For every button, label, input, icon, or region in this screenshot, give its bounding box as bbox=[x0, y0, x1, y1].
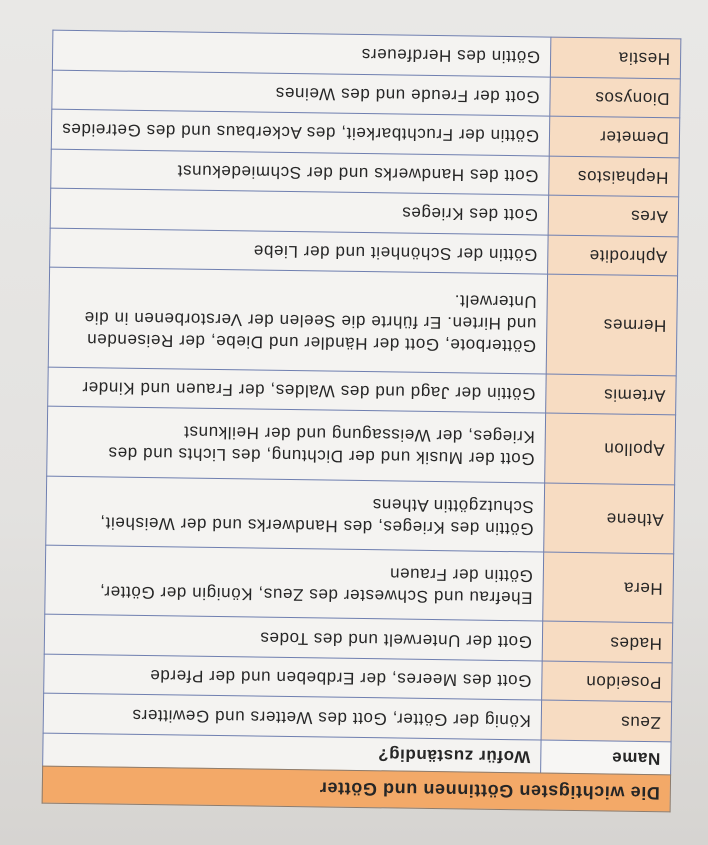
row-desc: Göttin der Jagd und des Waldes, der Frauen und Kinder bbox=[48, 367, 547, 413]
row-name: Hephaistos bbox=[549, 156, 680, 197]
row-desc: König der Götter, Gott des Wetters und Gewitters bbox=[43, 694, 542, 740]
row-desc: Göttin des Herdfeuers bbox=[52, 30, 551, 77]
row-name: Zeus bbox=[541, 701, 672, 742]
row-desc: Ehefrau und Schwester des Zeus, Königin der Götter, Göttin der Frauen bbox=[45, 545, 544, 621]
row-desc: Gott der Unterwelt und des Todes bbox=[44, 615, 543, 661]
row-desc: Gott des Krieges bbox=[50, 188, 549, 234]
row-name: Ares bbox=[548, 195, 679, 236]
column-header-desc: Wofür zuständig? bbox=[43, 733, 541, 773]
table-row bbox=[48, 267, 677, 375]
row-name: Athene bbox=[544, 483, 675, 554]
row-desc: Gott der Musik und der Dichtung, des Lichts und des Krieges, der Weissagung und der Heilkunst bbox=[47, 406, 546, 482]
table-wrapper bbox=[43, 30, 682, 813]
row-desc: Göttin der Schönheit und der Liebe bbox=[50, 228, 549, 274]
table-row bbox=[46, 476, 675, 554]
row-desc: Gott des Handwerks und der Schmiedekunst bbox=[51, 149, 550, 195]
row-desc: Göttin des Krieges, des Handwerks und der Weisheit, Schutzgöttin Athens bbox=[46, 476, 545, 552]
row-name: Dionysos bbox=[550, 77, 681, 118]
row-desc: Gott der Freude und des Weines bbox=[52, 70, 551, 116]
row-name: Demeter bbox=[549, 116, 680, 157]
row-name: Apollon bbox=[545, 413, 676, 484]
row-name: Hera bbox=[543, 552, 674, 623]
table-title: Die wichtigsten Göttinnen und Götter bbox=[42, 766, 670, 812]
row-name: Hermes bbox=[546, 274, 677, 375]
row-name: Hestia bbox=[550, 37, 681, 78]
row-desc: Götterbote, Gott der Händler und Diebe, der Reisenden und Hirten. Er führte die Seelen der Verstorbenen in die Unterwelt. bbox=[48, 267, 547, 373]
row-name: Poseidon bbox=[542, 661, 673, 702]
row-name: Hades bbox=[542, 622, 673, 663]
table-row bbox=[47, 406, 676, 484]
row-desc: Gott des Meeres, der Erdbeben und der Pferde bbox=[44, 654, 543, 700]
table-row bbox=[45, 545, 674, 623]
row-name: Aphrodite bbox=[548, 235, 679, 276]
row-name: Artemis bbox=[546, 374, 677, 415]
row-desc: Göttin der Fruchtbarkeit, des Ackerbaus und des Getreides bbox=[51, 109, 550, 155]
column-header-name: Name bbox=[541, 740, 671, 775]
gods-table bbox=[42, 30, 682, 813]
